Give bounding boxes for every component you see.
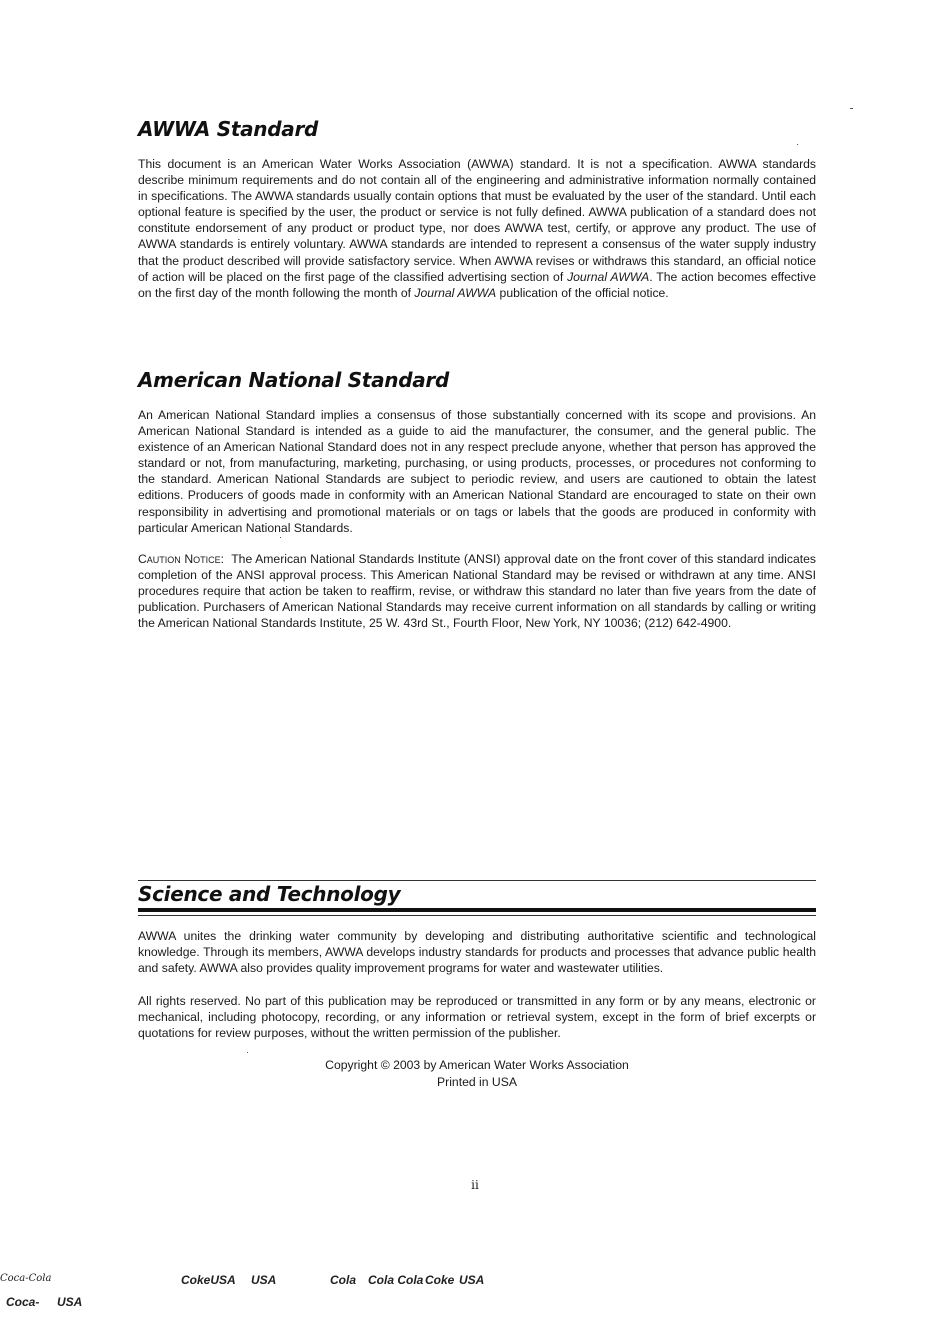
copyright-block xyxy=(138,1057,816,1091)
watermark-text: Cola Cola xyxy=(368,1273,424,1287)
caution-notice-section xyxy=(138,551,816,631)
caution-notice-label: Caution Notice: xyxy=(138,552,225,566)
scan-speck xyxy=(850,108,853,109)
watermark-text: USA xyxy=(459,1273,485,1287)
science-technology-heading: Science and Technology xyxy=(138,882,401,906)
rights-section xyxy=(138,993,816,1041)
thin-rule xyxy=(138,915,816,916)
printed-line: Printed in USA xyxy=(437,1075,517,1089)
top-rule xyxy=(138,880,816,881)
watermark-text: Coke xyxy=(425,1273,455,1287)
awwa-standard-paragraph: This document is an American Water Works Association (AWWA) standard. It is not a specification. AWWA standards describe minimum requirements and do not contain all of the engineering and administrative information normally contained in specifications. The AWWA standards usually contain options that must be evaluated by the user of the standard. Until each optional feature is specified by the user, the product or service is not fully defined. AWWA publication of a standard does not constitute endorsement of any product or product type, nor does AWWA test, certify, or approve any product. The use of AWWA standards is entirely voluntary. AWWA standards are intended to represent a consensus of the water supply industry that the product described will provide satisfactory service. When AWWA revises or withdraws this standard, an official notice of action will be placed on the first page of the classified advertising section of Journal AWWA. The action becomes effective on the first day of the month following the month of Journal AWWA publication of the official notice. xyxy=(138,157,816,300)
watermark-text: USA xyxy=(57,1295,83,1309)
caution-notice-paragraph: Caution Notice: The American National Standards Institute (ANSI) approval date on the front cover of this standard indicates completion of the ANSI approval process. This American National Standard may be revised or withdrawn at any time. ANSI procedures require that action be taken to reaffirm, revise, or withdraw this standard no later than five years from the date of publication. Purchasers of American National Standards may receive current information on all standards by calling or writing the American National Standards Institute, 25 W. 43rd St., Fourth Floor, New York, NY 10036; (212) 642-4900. xyxy=(138,552,816,631)
science-technology-header xyxy=(138,880,816,920)
science-technology-body xyxy=(138,928,816,976)
page-number: ii xyxy=(471,1178,479,1192)
awwa-standard-heading: AWWA Standard xyxy=(138,117,319,141)
scan-speck xyxy=(280,537,281,538)
thick-rule xyxy=(138,908,816,912)
science-technology-paragraph: AWWA unites the drinking water community by developing and distributing authoritative scientific and technological knowledge. Through its members, AWWA develops industry standards for products and processes that advance public health and safety. AWWA also provides quality improvement programs for water and wastewater utilities. xyxy=(138,929,816,976)
american-national-standard-section xyxy=(138,368,816,536)
watermark-text: Coca- xyxy=(6,1295,40,1309)
rights-paragraph: All rights reserved. No part of this publication may be reproduced or transmitted in any form or by any means, electronic or mechanical, including photocopy, recording, or any information or retrieval system, except in the form of brief excerpts or quotations for review purposes, without the written permission of the publisher. xyxy=(138,994,816,1041)
watermark-logo: Coca-Cola xyxy=(0,1273,52,1284)
watermark-text: CokeUSA xyxy=(181,1273,236,1287)
american-national-standard-heading: American National Standard xyxy=(138,368,449,392)
scan-speck xyxy=(797,144,798,145)
awwa-standard-section xyxy=(138,117,816,301)
scan-speck xyxy=(247,1052,248,1053)
watermark-text: USA xyxy=(251,1273,277,1287)
watermark-text: Cola xyxy=(330,1273,357,1287)
copyright-line: Copyright © 2003 by American Water Works Association xyxy=(325,1058,629,1072)
american-national-standard-paragraph: An American National Standard implies a consensus of those substantially concerned with its scope and provisions. An American National Standard is intended as a guide to aid the manufacturer, the consumer, and the general public. The existence of an American National Standard does not in any respect preclude anyone, whether that person has approved the standard or not, from manufacturing, marketing, purchasing, or using products, processes, or procedures not conforming to the standard. American National Standards are subject to periodic review, and users are cautioned to obtain the latest editions. Producers of goods made in conformity with an American National Standard are encouraged to state on their own responsibility in advertising and promotional materials or on tags or labels that the goods are produced in conformity with particular American National Standards. xyxy=(138,408,816,535)
